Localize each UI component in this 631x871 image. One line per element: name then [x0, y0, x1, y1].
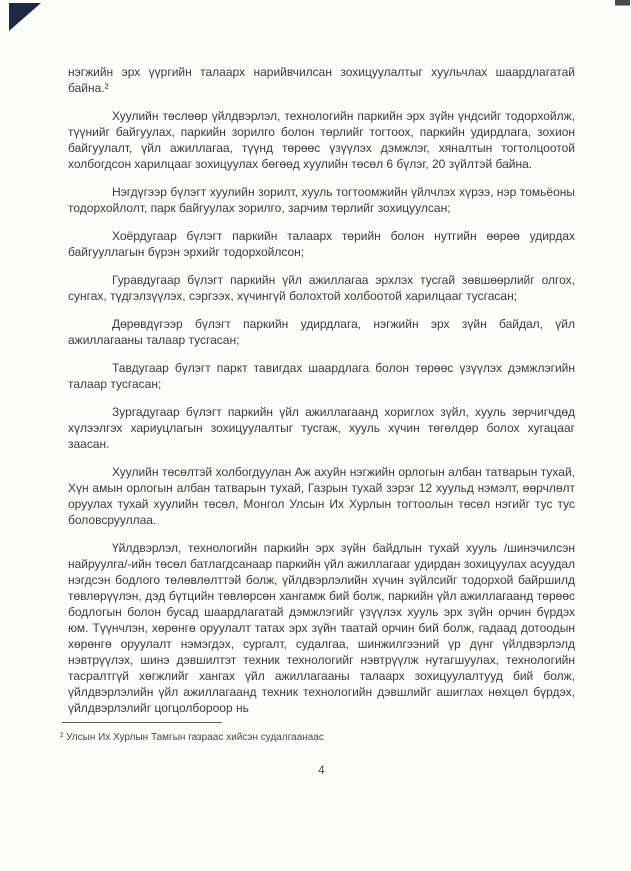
paragraph: Дөрөвдүгээр бүлэгт паркийн удирдлага, нэгжийн эрх зүйн байдал, үйл ажиллагааны талаар тусгасан;	[68, 317, 575, 347]
paragraph: Хоёрдугаар бүлэгт паркийн талаарх төрийн болон нутгийн өөрөө удирдах байгууллагын бүрэн эрхийг тодорхойлсон;	[68, 229, 575, 259]
paragraph: Үйлдвэрлэл, технологийн паркийн эрх зүйн байдлын тухай хууль /шинэчилсэн найруулга/-ийн төсөл батлагдсанаар паркийн үйл ажиллагааг удирдан зохицуулах асуудал нэгдсэн бодлого төлөвлөлттэй болж, үйлдвэрлэлийн хүчин зүйлсийг тодорхой байршилд төвлөрүүлэн, дэд бүтцийн төвлөрсөн хангамж бий болж, паркийн үйл ажиллагаанд төрөөс бодлогын болон бусад шаардлагатай дэмжлэгийг үзүүлэх хууль эрх зүйн орчин бүрдэх юм. Түүнчлэн, хөрөнгө оруулалт татах эрх зүйн таатай орчин бий болж, гадаад дотоодын хөрөнгө оруулалт нэмэгдэх, сургалт, судалгаа, шинжилгээний үр дүнг үйлдвэрлэлд нэвтрүүлэх, шинэ дэвшилтэт техник технологийг нэвтрүүлж нутагшуулах, технологийн тасралтгүй хөгжлийг хангах үйл ажиллагааны талаарх зохицуулалтууд бий болж, үйлдвэрлэлийн үйл ажиллагаанд техник технологийн дэвшлийг ашиглах нөхцөл бүрдэх, үйлдвэрлэлийг цогцолбороор нь	[68, 541, 575, 715]
page-number: 4	[318, 765, 325, 777]
footnote: ² Улсын Их Хурлын Тамгын газраас хийсэн судалгаанаас	[60, 732, 324, 743]
paragraph: Нэгдүгээр бүлэгт хуулийн зорилт, хууль тогтоомжийн үйлчлэх хүрээ, нэр томьёоны тодорхойлолт, парк байгуулах зорилго, зарчим төрлийг зохицуулсан;	[68, 185, 575, 215]
paragraph: нэгжийн эрх үүргийн талаарх нарийвчилсан зохицуулалтыг хуульчлах шаардлагатай байна.²	[68, 65, 575, 95]
paragraph: Гуравдугаар бүлэгт паркийн үйл ажиллагаа эрхлэх тусгай зөвшөөрлийг олгох, сунгах, түдгэлзүүлэх, сэргээх, хүчингүй болохтой холбоотой харилцааг тусгасан;	[68, 273, 575, 303]
document-body	[68, 64, 575, 728]
paragraph: Зургадугаар бүлэгт паркийн үйл ажиллагаанд хориглох зүйл, хууль зөрчигчдөд хүлээлгэх хариуцлагын зохицуулалтыг тусгаж, хууль хүчин төгөлдөр болох хугацааг заасан.	[68, 405, 575, 451]
paragraph: Хуулийн төсөлтэй холбогдуулан Аж ахуйн нэгжийн орлогын албан татварын тухай, Хүн амын орлогын албан татварын тухай, Газрын тухай зэрэг 12 хуульд нэмэлт, өөрчлөлт оруулах тухай хуулийн төсөл, Монгол Улсын Их Хурлын тогтоолын төсөл нэгийг тус тус боловсрууллаа.	[68, 465, 575, 527]
footnote-divider	[62, 722, 222, 723]
paragraph: Тавдугаар бүлэгт паркт тавигдах шаардлага болон төрөөс үзүүлэх дэмжлэгийн талаар тусгасан;	[68, 361, 575, 391]
paragraph: Хуулийн төслөөр үйлдвэрлэл, технологийн паркийн эрх зүйн үндсийг тодорхойлж, түүнийг байгуулах, паркийн зорилго болон төрлийг тогтоох, паркийн удирдлага, зохион байгуулалт, үйл ажиллагаа, түүнд төрөөс үзүүлэх дэмжлэг, хяналтын тогтолцоотой холбогдсон харилцааг зохицуулах бөгөөд хуулийн төсөл 6 бүлэг, 20 зүйлтэй байна.	[68, 109, 575, 171]
scan-artifact-mark	[615, 0, 630, 6]
page-corner-triangle	[9, 3, 41, 31]
